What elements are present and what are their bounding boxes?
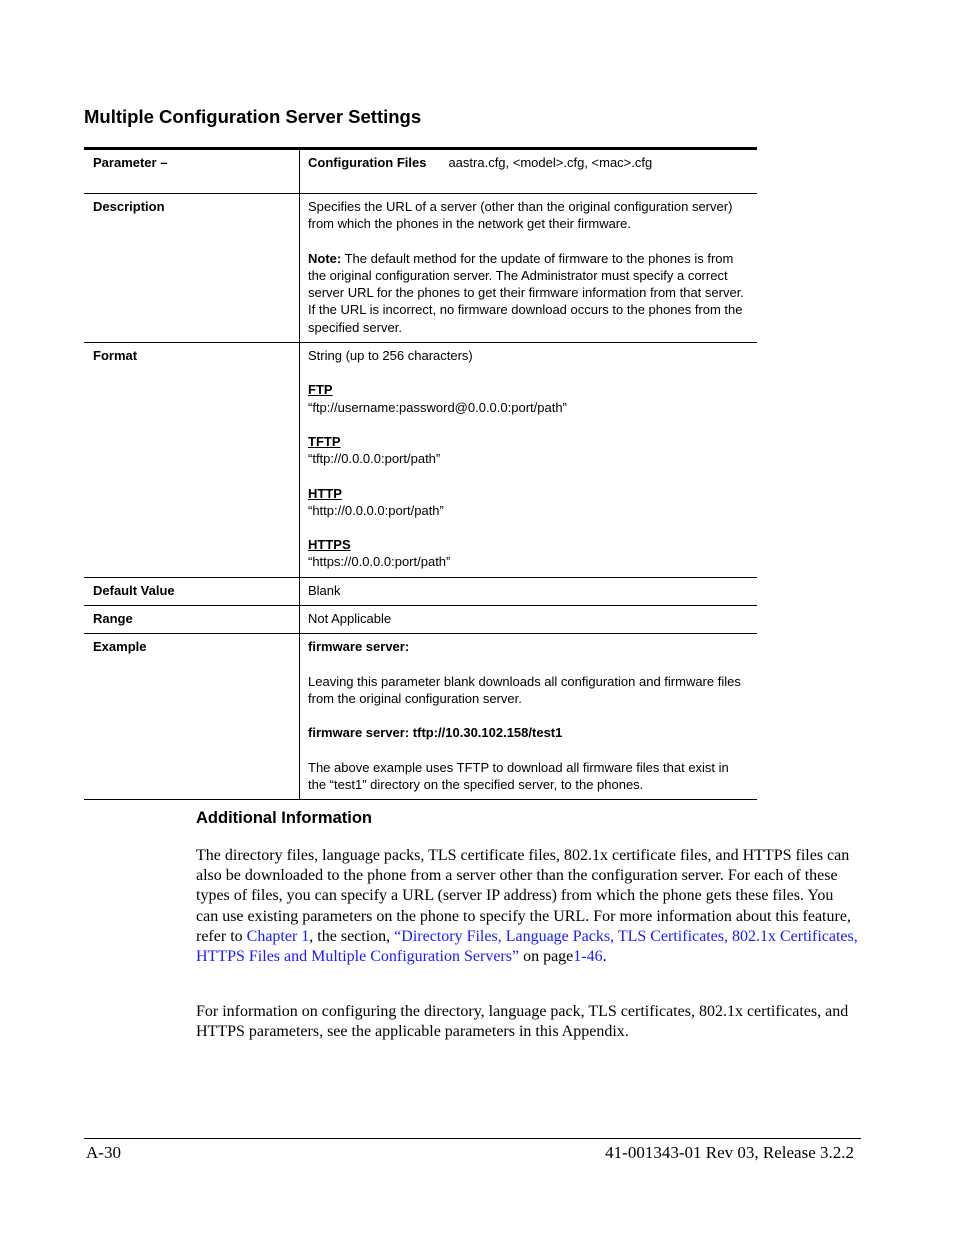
- page-link[interactable]: 1-46: [573, 948, 603, 966]
- p1-text-c: on page: [519, 948, 574, 966]
- example-value: [300, 634, 758, 800]
- format-label: Format: [93, 348, 138, 364]
- default-value-value: Blank: [300, 577, 758, 605]
- default-value-label: Default Value: [93, 582, 175, 598]
- tftp-label: TFTP: [308, 433, 341, 449]
- chapter-1-link[interactable]: Chapter 1: [246, 927, 310, 945]
- footer-divider: [84, 1138, 861, 1139]
- format-string: String (up to 256 characters): [308, 348, 473, 364]
- description-note: [308, 250, 749, 336]
- param-value-name: Configuration Files: [308, 155, 427, 170]
- section-link[interactable]: “Directory Files, Language Packs, TLS Certificates, 802.1x Certificates, HTTPS Files and Multiple Configuration Servers”: [196, 927, 858, 966]
- http-value: “http://0.0.0.0:port/path”: [308, 502, 444, 518]
- ftp-value: “ftp://username:password@0.0.0.0:port/path”: [308, 399, 567, 415]
- note-text: The default method for the update of firmware to the phones is from the original configuration server. The Administrator must specify a correct server URL for the phones to get their firmware information from that server. If the URL is incorrect, no firmware download occurs to the phones from the specified server.: [308, 250, 744, 335]
- note-label: Note:: [308, 250, 342, 266]
- table-row-range: [84, 606, 757, 634]
- additional-info-paragraph-2: For information on configuring the directory, language pack, TLS certificates, 802.1x certificates, and HTTPS parameters, see the applicable parameters in this Appendix.: [196, 1003, 849, 1041]
- table-row-default-value: [84, 577, 757, 605]
- https-label: HTTPS: [308, 537, 351, 553]
- p1-text-d: .: [602, 948, 607, 966]
- footer-page-number: A-30: [86, 1143, 121, 1162]
- table-row-format: [84, 343, 757, 578]
- param-value: [300, 149, 758, 194]
- description-label: Description: [93, 199, 165, 214]
- example-2-heading: firmware server: tftp://10.30.102.158/test1: [308, 725, 563, 741]
- p1-text-a: The directory files, language packs, TLS certificate files, 802.1x certificate files, and HTTPS files can also be downloaded to the phone from a server other than the configuration server. For each of these types of files, you can specify a URL (server IP address) from which the phone gets these files. You can use existing parameters on the phone to specify the URL. For more information about this feature, refer to: [196, 847, 851, 945]
- param-label: Parameter –: [93, 155, 168, 170]
- table-row-example: [84, 634, 757, 800]
- additional-info-title: Additional Information: [196, 809, 372, 827]
- format-value: [300, 343, 758, 578]
- example-label: Example: [93, 639, 147, 655]
- range-value: Not Applicable: [300, 606, 758, 634]
- example-1-heading: firmware server:: [308, 639, 410, 655]
- param-value-files: aastra.cfg, <model>.cfg, <mac>.cfg: [448, 155, 653, 170]
- https-value: “https://0.0.0.0:port/path”: [308, 554, 451, 570]
- table-row-description: [84, 194, 757, 343]
- footer-doc-id: 41-001343-01 Rev 03, Release 3.2.2: [605, 1143, 854, 1162]
- ftp-label: FTP: [308, 382, 333, 398]
- range-label: Range: [93, 611, 133, 627]
- table-row-parameter: [84, 149, 757, 194]
- p1-text-b: , the section,: [309, 927, 395, 945]
- example-2-text: The above example uses TFTP to download all firmware files that exist in the “test1” directory on the specified server, to the phones.: [308, 759, 729, 792]
- example-1-text: Leaving this parameter blank downloads all configuration and firmware files from the original configuration server.: [308, 673, 741, 706]
- description-text: Specifies the URL of a server (other than the original configuration server) from which the phones in the network get their firmware.: [308, 199, 733, 232]
- tftp-value: “tftp://0.0.0.0:port/path”: [308, 451, 441, 467]
- section-title: Multiple Configuration Server Settings: [84, 106, 422, 127]
- additional-info-paragraph-1: [196, 846, 858, 967]
- description-value: [300, 194, 758, 343]
- http-label: HTTP: [308, 485, 342, 501]
- parameter-table: [84, 147, 757, 800]
